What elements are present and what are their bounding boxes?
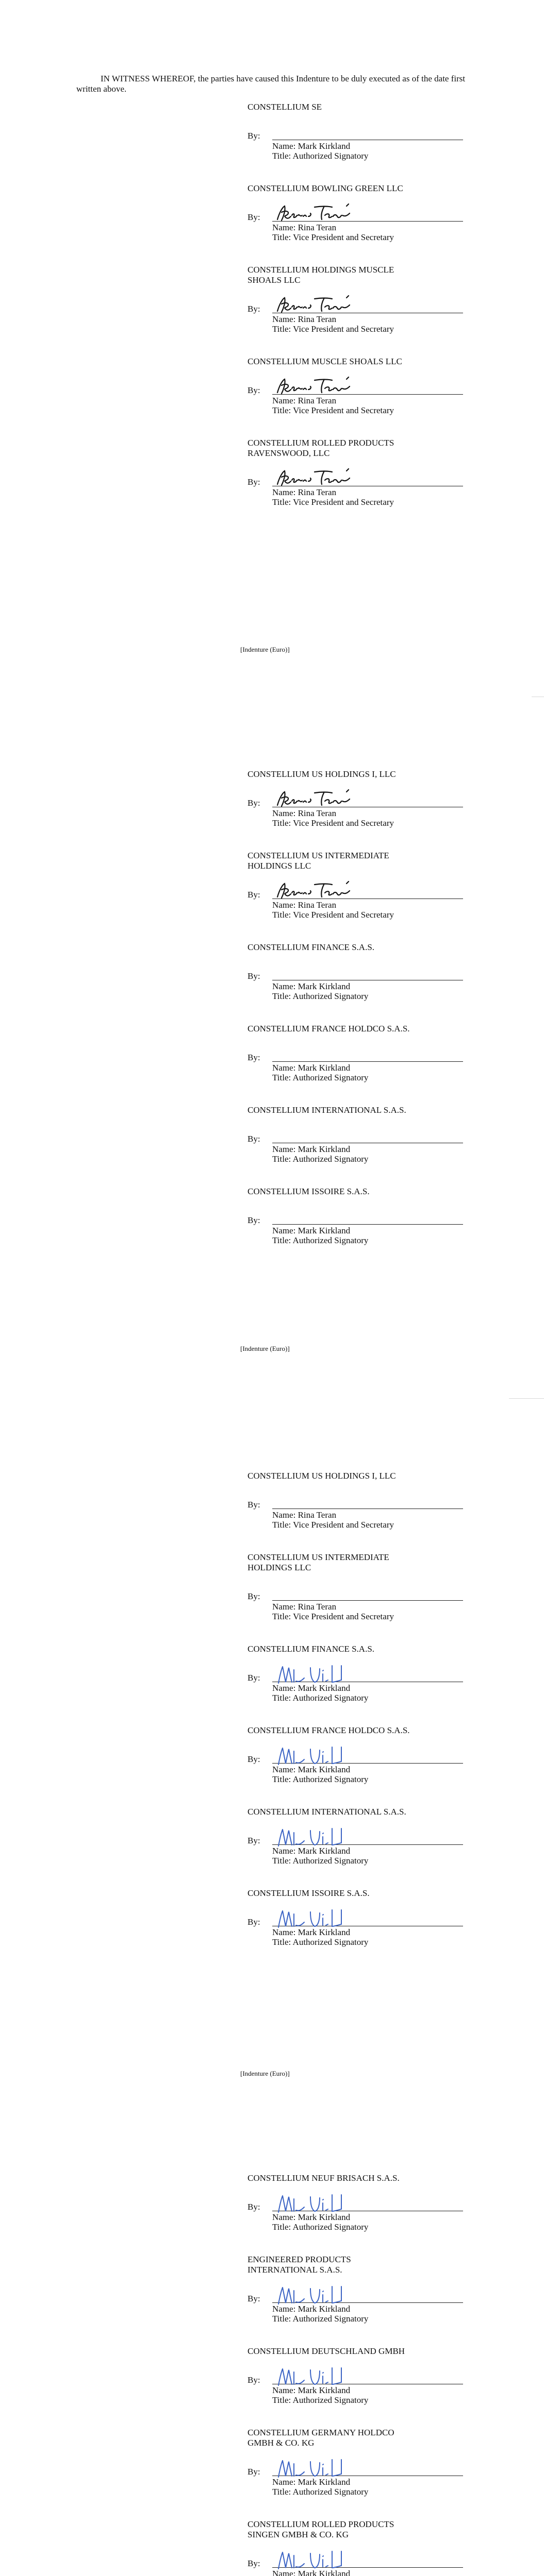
page-separator bbox=[509, 1398, 544, 1399]
signatory-name: Name: Rina Teran bbox=[272, 487, 337, 497]
entity-name: CONSTELLIUM ISSOIRE S.A.S. bbox=[248, 1888, 370, 1898]
signatory-name: Name: Rina Teran bbox=[272, 396, 337, 405]
handwritten-signature bbox=[274, 1744, 352, 1767]
by-label: By: bbox=[248, 1591, 260, 1601]
signature-block bbox=[248, 1807, 485, 1866]
signature-line bbox=[272, 1061, 463, 1062]
signatory-title: Title: Vice President and Secretary bbox=[272, 232, 394, 242]
by-label: By: bbox=[248, 1053, 260, 1062]
signature-row bbox=[248, 2462, 485, 2477]
signatory-name: Name: Mark Kirkland bbox=[272, 2304, 351, 2314]
by-label: By: bbox=[248, 2375, 260, 2385]
entity-name: CONSTELLIUM INTERNATIONAL S.A.S. bbox=[248, 1105, 406, 1115]
signature-block bbox=[248, 1888, 485, 1947]
by-label: By: bbox=[248, 385, 260, 395]
signatory-name: Name: Rina Teran bbox=[272, 900, 337, 910]
entity-name: CONSTELLIUM US INTERMEDIATE HOLDINGS LLC bbox=[248, 1552, 389, 1572]
by-label: By: bbox=[248, 890, 260, 900]
by-label: By: bbox=[248, 2202, 260, 2212]
signature-block bbox=[248, 2173, 485, 2232]
document-page-4 bbox=[0, 2102, 544, 2576]
by-label: By: bbox=[248, 1754, 260, 1764]
by-label: By: bbox=[248, 304, 260, 314]
signatory-name: Name: Mark Kirkland bbox=[272, 1144, 351, 1154]
signature-row bbox=[248, 966, 485, 981]
signatory-name: Name: Rina Teran bbox=[272, 314, 337, 324]
signature-row bbox=[248, 1586, 485, 1602]
by-label: By: bbox=[248, 477, 260, 487]
signatory-title: Title: Authorized Signatory bbox=[272, 2314, 369, 2324]
signature-line bbox=[272, 1600, 463, 1601]
signatory-title: Title: Vice President and Secretary bbox=[272, 910, 394, 920]
entity-name: CONSTELLIUM DEUTSCHLAND GMBH bbox=[248, 2346, 405, 2356]
signature-block bbox=[248, 2428, 485, 2497]
by-label: By: bbox=[248, 2467, 260, 2477]
page-footer: [Indenture (Euro)] bbox=[240, 646, 290, 653]
signature-row bbox=[248, 1668, 485, 1683]
signatory-title: Title: Vice President and Secretary bbox=[272, 497, 394, 507]
by-label: By: bbox=[248, 2558, 260, 2568]
signature-block bbox=[248, 1187, 485, 1245]
signature-row bbox=[248, 207, 485, 223]
signature-block bbox=[248, 769, 485, 828]
document-page-2 bbox=[0, 701, 544, 1401]
signatory-name: Name: Mark Kirkland bbox=[272, 2477, 351, 2487]
by-label: By: bbox=[248, 1134, 260, 1144]
signatory-title: Title: Authorized Signatory bbox=[272, 991, 369, 1001]
handwritten-signature bbox=[274, 1825, 352, 1848]
signatory-title: Title: Authorized Signatory bbox=[272, 151, 369, 161]
entity-name: CONSTELLIUM US INTERMEDIATE HOLDINGS LLC bbox=[248, 851, 389, 871]
signatory-name: Name: Mark Kirkland bbox=[272, 1063, 351, 1073]
entity-name: CONSTELLIUM US HOLDINGS I, LLC bbox=[248, 1471, 396, 1481]
signatory-name: Name: Rina Teran bbox=[272, 223, 337, 232]
signatory-title: Title: Vice President and Secretary bbox=[272, 1520, 394, 1530]
entity-name: CONSTELLIUM FRANCE HOLDCO S.A.S. bbox=[248, 1725, 410, 1735]
signatory-name: Name: Mark Kirkland bbox=[272, 2385, 351, 2395]
signature-row bbox=[248, 1129, 485, 1144]
handwritten-signature bbox=[274, 2548, 352, 2571]
signature-row bbox=[248, 1831, 485, 1846]
signature-block bbox=[248, 438, 485, 507]
signature-row bbox=[248, 1912, 485, 1927]
by-label: By: bbox=[248, 1673, 260, 1683]
handwritten-signature bbox=[274, 879, 352, 902]
entity-name: CONSTELLIUM ROLLED PRODUCTS RAVENSWOOD, LLC bbox=[248, 438, 394, 458]
witness-paragraph: IN WITNESS WHEREOF, the parties have caused this Indenture to be duly executed as of the date first written above. bbox=[76, 74, 466, 94]
signature-block bbox=[248, 2255, 485, 2324]
signatory-title: Title: Authorized Signatory bbox=[272, 1774, 369, 1784]
signatory-name: Name: Mark Kirkland bbox=[272, 1846, 351, 1856]
signatory-title: Title: Vice President and Secretary bbox=[272, 405, 394, 415]
signature-row bbox=[248, 885, 485, 900]
handwritten-signature bbox=[274, 294, 352, 316]
signatory-title: Title: Authorized Signatory bbox=[272, 1937, 369, 1947]
signature-row bbox=[248, 2553, 485, 2569]
signatory-title: Title: Vice President and Secretary bbox=[272, 324, 394, 334]
entity-name: CONSTELLIUM MUSCLE SHOALS LLC bbox=[248, 357, 402, 366]
handwritten-signature bbox=[274, 1907, 352, 1929]
handwritten-signature bbox=[274, 2192, 352, 2214]
entity-name: CONSTELLIUM ISSOIRE S.A.S. bbox=[248, 1187, 370, 1196]
signature-block bbox=[248, 183, 485, 242]
signature-line bbox=[272, 1224, 463, 1225]
signatory-title: Title: Authorized Signatory bbox=[272, 2487, 369, 2497]
entity-name: CONSTELLIUM HOLDINGS MUSCLE SHOALS LLC bbox=[248, 265, 394, 285]
signatory-title: Title: Vice President and Secretary bbox=[272, 818, 394, 828]
entity-name: CONSTELLIUM GERMANY HOLDCO GMBH & CO. KG bbox=[248, 2428, 394, 2448]
entity-name: CONSTELLIUM SE bbox=[248, 102, 322, 112]
entity-name: CONSTELLIUM NEUF BRISACH S.A.S. bbox=[248, 2173, 400, 2183]
by-label: By: bbox=[248, 1500, 260, 1510]
signature-block bbox=[248, 942, 485, 1001]
handwritten-signature bbox=[274, 2365, 352, 2387]
handwritten-signature bbox=[274, 2456, 352, 2479]
page-footer: [Indenture (Euro)] bbox=[240, 2070, 290, 2077]
signature-block bbox=[248, 357, 485, 415]
entity-name: CONSTELLIUM ROLLED PRODUCTS SINGEN GMBH & CO. KG bbox=[248, 2519, 394, 2539]
signature-row bbox=[248, 126, 485, 141]
page-footer: [Indenture (Euro)] bbox=[240, 1345, 290, 1352]
signature-row bbox=[248, 1047, 485, 1063]
signature-stack bbox=[248, 769, 485, 1245]
signatory-title: Title: Authorized Signatory bbox=[272, 1073, 369, 1082]
handwritten-signature bbox=[274, 375, 352, 398]
signature-block bbox=[248, 265, 485, 334]
signature-row bbox=[248, 380, 485, 396]
signatory-title: Title: Authorized Signatory bbox=[272, 1693, 369, 1703]
signature-row bbox=[248, 2370, 485, 2385]
document-page-3 bbox=[0, 1401, 544, 2102]
signature-block bbox=[248, 2346, 485, 2405]
signatory-name: Name: Mark Kirkland bbox=[272, 1765, 351, 1774]
signature-block bbox=[248, 1644, 485, 1703]
signature-row bbox=[248, 1495, 485, 1510]
by-label: By: bbox=[248, 2294, 260, 2303]
signature-block bbox=[248, 1105, 485, 1164]
signature-row bbox=[248, 2289, 485, 2304]
signature-row bbox=[248, 793, 485, 808]
signatory-name: Name: Mark Kirkland bbox=[272, 1927, 351, 1937]
entity-name: CONSTELLIUM FINANCE S.A.S. bbox=[248, 1644, 375, 1654]
by-label: By: bbox=[248, 131, 260, 141]
handwritten-signature bbox=[274, 1663, 352, 1685]
entity-name: CONSTELLIUM INTERNATIONAL S.A.S. bbox=[248, 1807, 406, 1817]
entity-name: CONSTELLIUM US HOLDINGS I, LLC bbox=[248, 769, 396, 779]
signature-row bbox=[248, 1210, 485, 1226]
signature-row bbox=[248, 1749, 485, 1765]
by-label: By: bbox=[248, 1836, 260, 1845]
by-label: By: bbox=[248, 212, 260, 222]
signature-block bbox=[248, 851, 485, 920]
signatory-name: Name: Mark Kirkland bbox=[272, 2212, 351, 2222]
signature-row bbox=[248, 472, 485, 487]
signatory-name: Name: Rina Teran bbox=[272, 808, 337, 818]
by-label: By: bbox=[248, 798, 260, 808]
signatory-name: Name: Mark Kirkland bbox=[272, 2569, 351, 2576]
by-label: By: bbox=[248, 1917, 260, 1927]
handwritten-signature bbox=[274, 788, 352, 810]
handwritten-signature bbox=[274, 467, 352, 489]
entity-name: ENGINEERED PRODUCTS INTERNATIONAL S.A.S. bbox=[248, 2255, 351, 2275]
signatory-title: Title: Authorized Signatory bbox=[272, 1154, 369, 1164]
signature-stack bbox=[248, 1471, 485, 1947]
signatory-name: Name: Rina Teran bbox=[272, 1510, 337, 1520]
signature-block bbox=[248, 1725, 485, 1784]
by-label: By: bbox=[248, 1215, 260, 1225]
signature-block bbox=[248, 102, 485, 161]
signatory-name: Name: Mark Kirkland bbox=[272, 1683, 351, 1693]
document-page-1 bbox=[0, 0, 544, 701]
signature-block bbox=[248, 1471, 485, 1530]
signature-block bbox=[248, 1552, 485, 1621]
signatory-name: Name: Rina Teran bbox=[272, 1602, 337, 1612]
handwritten-signature bbox=[274, 202, 352, 225]
handwritten-signature bbox=[274, 2283, 352, 2306]
signature-stack bbox=[248, 2173, 485, 2576]
signature-stack bbox=[248, 102, 485, 507]
by-label: By: bbox=[248, 971, 260, 981]
signatory-name: Name: Mark Kirkland bbox=[272, 981, 351, 991]
signatory-title: Title: Authorized Signatory bbox=[272, 1235, 369, 1245]
signature-row bbox=[248, 299, 485, 314]
signatory-title: Title: Vice President and Secretary bbox=[272, 1612, 394, 1621]
entity-name: CONSTELLIUM FINANCE S.A.S. bbox=[248, 942, 375, 952]
signature-block bbox=[248, 2519, 485, 2576]
signatory-title: Title: Authorized Signatory bbox=[272, 1856, 369, 1866]
signature-row bbox=[248, 2197, 485, 2212]
entity-name: CONSTELLIUM BOWLING GREEN LLC bbox=[248, 183, 403, 193]
signatory-name: Name: Mark Kirkland bbox=[272, 141, 351, 151]
entity-name: CONSTELLIUM FRANCE HOLDCO S.A.S. bbox=[248, 1024, 410, 1033]
signatory-title: Title: Authorized Signatory bbox=[272, 2222, 369, 2232]
signature-block bbox=[248, 1024, 485, 1082]
signatory-title: Title: Authorized Signatory bbox=[272, 2395, 369, 2405]
signatory-name: Name: Mark Kirkland bbox=[272, 1226, 351, 1235]
